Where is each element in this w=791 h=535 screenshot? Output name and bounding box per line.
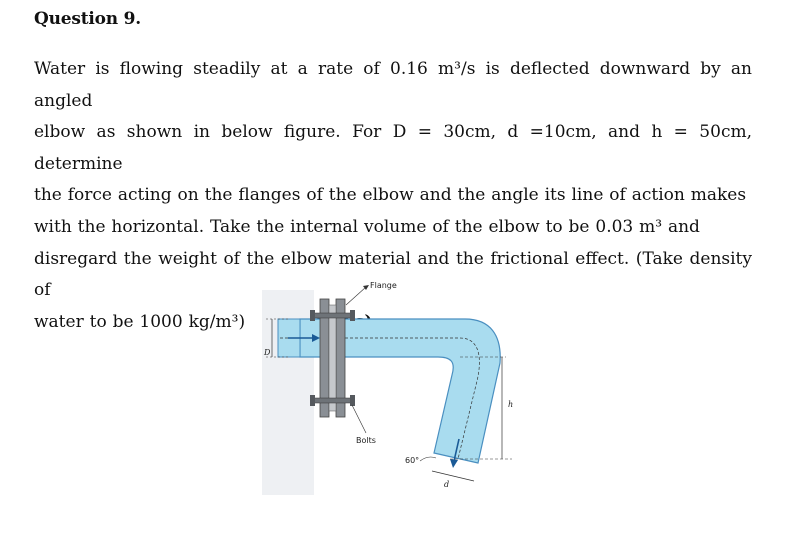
bolt-top-nut-right [350, 310, 355, 321]
question-line-2: elbow as shown in below figure. For D = 30cm, d =10cm, and h = 50cm, determine [34, 122, 752, 174]
D-label: D [264, 348, 271, 357]
question-heading: Question 9. [34, 9, 142, 29]
question-line-6: water to be 1000 kg/m³) [34, 311, 246, 332]
question-line-5: disregard the weight of the elbow material and the frictional effect. (Take density of [34, 248, 752, 301]
bolt-bottom-nut-left [310, 395, 315, 406]
flange-gasket [329, 305, 336, 411]
question-line-1: Water is flowing steadily at a rate of 0.16 m³/s is deflected downward by an angled [34, 59, 752, 111]
elbow-figure [260, 275, 530, 500]
bolt-top-nut-left [310, 310, 315, 321]
angle-arc [420, 457, 436, 461]
outlet-flow-arrowhead [450, 459, 458, 468]
d-label: d [444, 480, 450, 489]
flange-leader [346, 287, 366, 305]
question-line-3: the force acting on the flanges of the elbow and the angle its line of action makes [34, 185, 747, 206]
bolts-label: Bolts [356, 436, 376, 445]
bolts-leader [352, 405, 366, 433]
angle-label: 60° [405, 456, 420, 465]
h-label: h [508, 400, 514, 409]
bolt-bottom [312, 398, 353, 403]
d-dimension-line [432, 471, 474, 481]
question-line-4: with the horizontal. Take the internal volume of the elbow to be 0.03 m³ and [34, 216, 700, 237]
bolt-top [312, 313, 353, 318]
flange-label: Flange [370, 281, 397, 290]
bolt-bottom-nut-right [350, 395, 355, 406]
